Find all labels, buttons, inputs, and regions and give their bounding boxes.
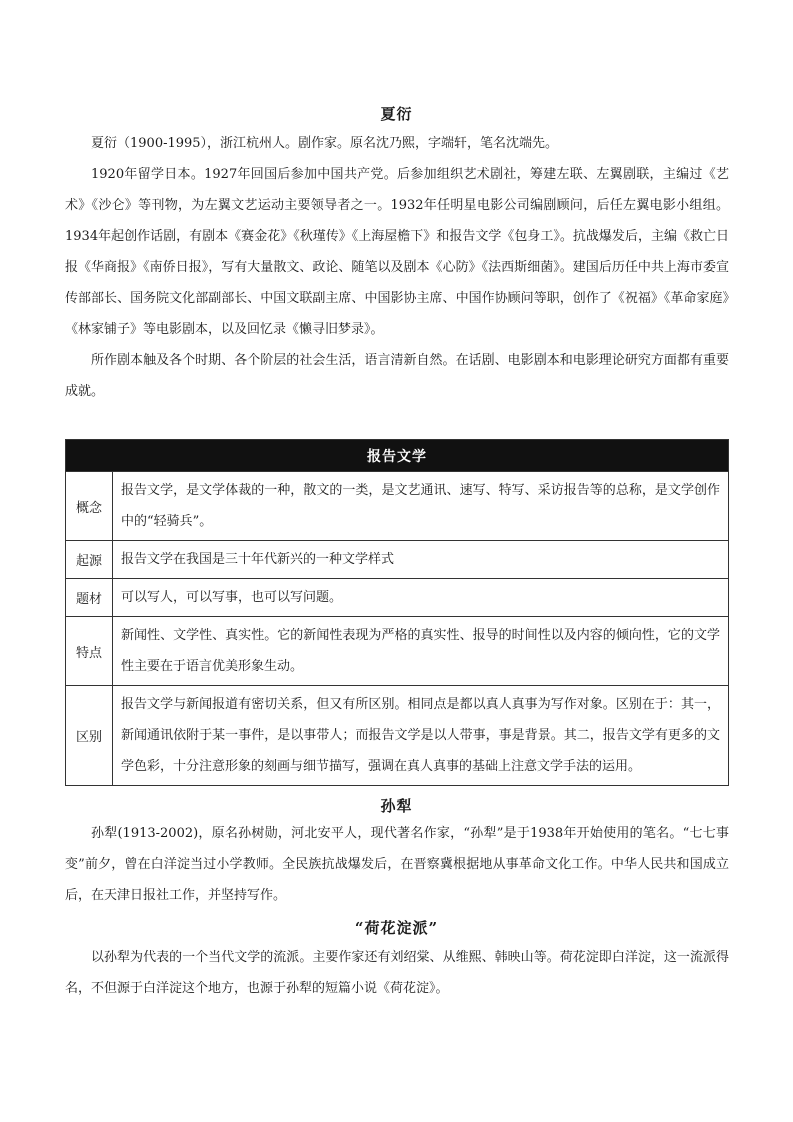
section-title-xia-yan: 夏衍 [380,105,413,123]
row-value: 报告文学，是文学体裁的一种，散文的一类，是文艺通讯、速写、特写、采访报告等的总称，是文学创作中的“轻骑兵”。 [113,472,729,541]
row-key: 特点 [66,617,113,686]
sun-li-biography: 孙犁(1913-2002)，原名孙树勋，河北安平人，现代著名作家，“孙犁”是于1938年开始使用的笔名。“七七事变”前夕，曾在白洋淀当过小学教师。全民族抗战爆发后，在晋察冀根据地从事革命文化工作。中华人民共和国成立后，在天津日报社工作，并坚持写作。 [65,826,729,903]
row-key: 起源 [66,541,113,579]
row-key: 题材 [66,579,113,617]
table-row [66,579,729,617]
row-value: 报告文学在我国是三十年代新兴的一种文学样式 [113,541,729,579]
table-row [66,541,729,579]
table-header: 报告文学 [66,440,729,472]
reportage-table [65,439,729,786]
table-row [66,686,729,786]
section-title-sun-li: 孙犁 [380,797,413,815]
xia-yan-intro: 夏衍（1900-1995），浙江杭州人。剧作家。原名沈乃熙，字端轩，笔名沈端先。 [91,136,559,151]
table-row [66,472,729,541]
row-value: 报告文学与新闻报道有密切关系，但又有所区别。相同点是都以真人真事为写作对象。区别在于：其一，新闻通讯依附于某一事件，是以事带人；而报告文学是以人带事，事是背景。其二，报告文学有更多的文学色彩，十分注意形象的刻画与细节描写，强调在真人真事的基础上注意文学手法的运用。 [113,686,729,786]
row-value: 新闻性、文学性、真实性。它的新闻性表现为严格的真实性、报导的时间性以及内容的倾向性，它的文学性主要在于语言优美形象生动。 [113,617,729,686]
section-title-hehua: “荷花淀派” [354,919,439,937]
row-key: 区别 [66,686,113,786]
row-key: 概念 [66,472,113,541]
table-row [66,617,729,686]
row-value: 可以写人，可以写事，也可以写问题。 [113,579,729,617]
xia-yan-biography: 1920年留学日本。1927年回国后参加中国共产党。后参加组织艺术剧社，筹建左联、左翼剧联，主编过《艺术》《沙仑》等刊物，为左翼文艺运动主要领导者之一。1932年任明星电影公司编剧顾问，后任左翼电影小组组。1934年起创作话剧，有剧本《赛金花》《秋瑾传》《上海屋檐下》和报告文学《包身工》。抗战爆发后，主编《救亡日报《华商报》《南侨日报》，写有大量散文、政论、随笔以及剧本《心防》《法西斯细菌》。建国后历任中共上海市委宣传部部长、国务院文化部副部长、中国文联副主席、中国影协主席、中国作协顾问等职，创作了《祝福》《革命家庭》《林家铺子》等电影剧本，以及回忆录《懒寻旧梦录》。 [65,167,729,337]
hehua-description: 以孙犁为代表的一个当代文学的流派。主要作家还有刘绍棠、从维熙、韩映山等。荷花淀即白洋淀，这一流派得名，不但源于白洋淀这个地方，也源于孙犁的短篇小说《荷花淀》。 [65,950,729,996]
xia-yan-summary: 所作剧本触及各个时期、各个阶层的社会生活，语言清新自然。在话剧、电影剧本和电影理论研究方面都有重要成就。 [65,353,729,399]
